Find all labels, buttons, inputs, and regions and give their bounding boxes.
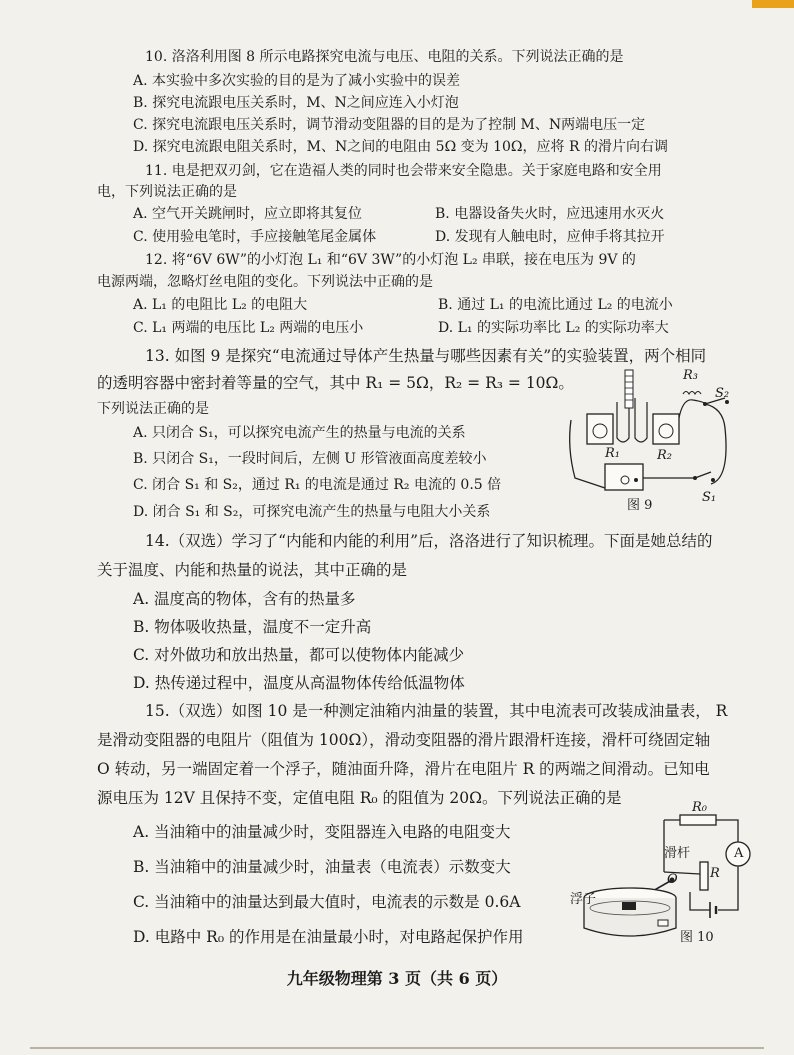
q14-option-a: A. 温度高的物体，含有的热量多 [133,590,356,608]
figure-10-label-r0: R₀ [692,800,707,815]
q11-option-c: C. 使用验电笔时，手应接触笔尾金属体 [133,229,377,245]
q11-option-a: A. 空气开关跳闸时，应立即将其复位 [133,206,363,222]
q10-option-b: B. 探究电流跟电压关系时，M、N之间应连入小灯泡 [133,95,459,111]
q11-option-d: D. 发现有人触电时，应伸手将其拉开 [435,229,665,245]
figure-9-label-r3: R₃ [683,368,698,383]
page-footer: 九年级物理第 3 页（共 6 页） [286,969,508,988]
figure-9-caption: 图 9 [627,498,653,513]
q12-stem-line2: 电源两端，忽略灯丝电阻的变化。下列说法中正确的是 [97,274,433,290]
s1-switch [695,472,711,478]
figure-9 [565,368,735,513]
q14-stem-line2: 关于温度、内能和热量的说法，其中正确的是 [97,561,408,579]
figure-9-label-s1: S₁ [702,490,717,505]
q10-stem: 10. 洛洛利用图 8 所示电路探究电流与电压、电阻的关系。下列说法正确的是 [145,49,624,65]
q15-option-c: C. 当油箱中的油量达到最大值时，电流表的示数是 0.6A [133,893,521,911]
r0-resistor [680,815,716,825]
q15-option-d: D. 电路中 R₀ 的作用是在油量最小时，对电路起保护作用 [133,928,524,946]
r3-coil [683,392,701,395]
q14-option-c: C. 对外做功和放出热量，都可以使物体内能减少 [133,646,465,664]
q14-stem-line1: 14.（双选）学习了“内能和内能的利用”后，洛洛进行了知识梳理。下面是她总结的 [145,532,713,550]
figure-10-label-r: R [710,866,720,881]
figure-9-diagram [565,368,735,510]
q10-option-a: A. 本实验中多次实验的目的是为了减小实验中的误差 [133,73,461,89]
q15-option-a: A. 当油箱中的油量减少时，变阻器连入电路的电阻变大 [133,823,511,841]
q13-option-b: B. 只闭合 S₁，一段时间后，左侧 U 形管液面高度差较小 [133,451,487,467]
q13-stem-line1: 13. 如图 9 是探究“电流通过导体产生热量与哪些因素有关”的实验装置，两个相同 [145,347,707,365]
power-supply [605,464,643,490]
q11-option-b: B. 电器设备失火时，应迅速用水灭火 [435,206,665,222]
q10-option-d: D. 探究电流跟电阻关系时，M、N之间的电阻由 5Ω 变为 10Ω，应将 R 的滑片向右调 [133,139,668,155]
q12-option-d: D. L₁ 的实际功率比 L₂ 的实际功率大 [438,320,669,336]
r-resistor [700,862,708,890]
q12-option-b: B. 通过 L₁ 的电流比通过 L₂ 的电流小 [438,297,673,313]
float [622,902,636,910]
q13-option-d: D. 闭合 S₁ 和 S₂，可探究电流产生的热量与电阻大小关系 [133,504,491,520]
right-container [653,414,679,444]
figure-10-label-o: O [667,872,678,887]
figure-9-label-r2: R₂ [657,448,672,463]
q10-option-c: C. 探究电流跟电压关系时，调节滑动变阻器的目的是为了控制 M、N两端电压一定 [133,117,646,133]
q15-option-b: B. 当油箱中的油量减少时，油量表（电流表）示数变大 [133,858,511,876]
q11-stem-line1: 11. 电是把双刃剑，它在造福人类的同时也会带来安全隐患。关于家庭电路和安全用 [145,163,662,179]
figure-10-diagram [560,812,760,952]
q12-stem-line1: 12. 将“6V 6W”的小灯泡 L₁ 和“6V 3W”的小灯泡 L₂ 串联，接在电压为 9V 的 [145,252,636,268]
q13-stem-line2: 的透明容器中密封着等量的空气，其中 R₁ = 5Ω，R₂ = R₃ = 10Ω。 [97,374,574,392]
figure-10-label-lever: 滑杆 [664,846,691,861]
q15-stem-line3: O 转动，另一端固定着一个浮子，随油面升降，滑片在电阻片 R 的两端之间滑动。已知电 [97,760,710,778]
q12-option-a: A. L₁ 的电阻比 L₂ 的电阻大 [133,297,308,313]
q13-stem-line3: 下列说法正确的是 [97,401,209,417]
q11-stem-line2: 电，下列说法正确的是 [97,184,237,200]
figure-10-caption: 图 10 [680,930,714,945]
q15-stem-line1: 15.（双选）如图 10 是一种测定油箱内油量的装置，其中电流表可改装成油量表， R [145,702,728,720]
q14-option-b: B. 物体吸收热量，温度不一定升高 [133,618,372,636]
q12-option-c: C. L₁ 两端的电压比 L₂ 两端的电压小 [133,320,364,336]
corner-tab [752,0,794,8]
figure-10-label-ammeter: A [734,846,744,861]
figure-10 [560,800,760,952]
figure-9-label-s2: S₂ [715,386,730,401]
figure-9-label-r1: R₁ [605,446,620,461]
q14-option-d: D. 热传递过程中，温度从高温物体传给低温物体 [133,674,465,692]
left-container [587,414,613,444]
u-tube-right [635,398,647,442]
q15-stem-line4: 源电压为 12V 且保持不变，定值电阻 R₀ 的阻值为 20Ω。下列说法正确的是 [97,789,622,807]
figure-10-label-float: 浮子 [570,892,597,907]
q15-stem-line2: 是滑动变阻器的电阻片（阻值为 100Ω），滑动变阻器的滑片跟滑杆连接，滑杆可绕固定轴 [97,731,711,749]
q13-option-a: A. 只闭合 S₁，可以探究电流产生的热量与电流的关系 [133,425,466,441]
bottom-rule [30,1047,764,1049]
q13-option-c: C. 闭合 S₁ 和 S₂，通过 R₁ 的电流是通过 R₂ 电流的 0.5 倍 [133,477,502,493]
